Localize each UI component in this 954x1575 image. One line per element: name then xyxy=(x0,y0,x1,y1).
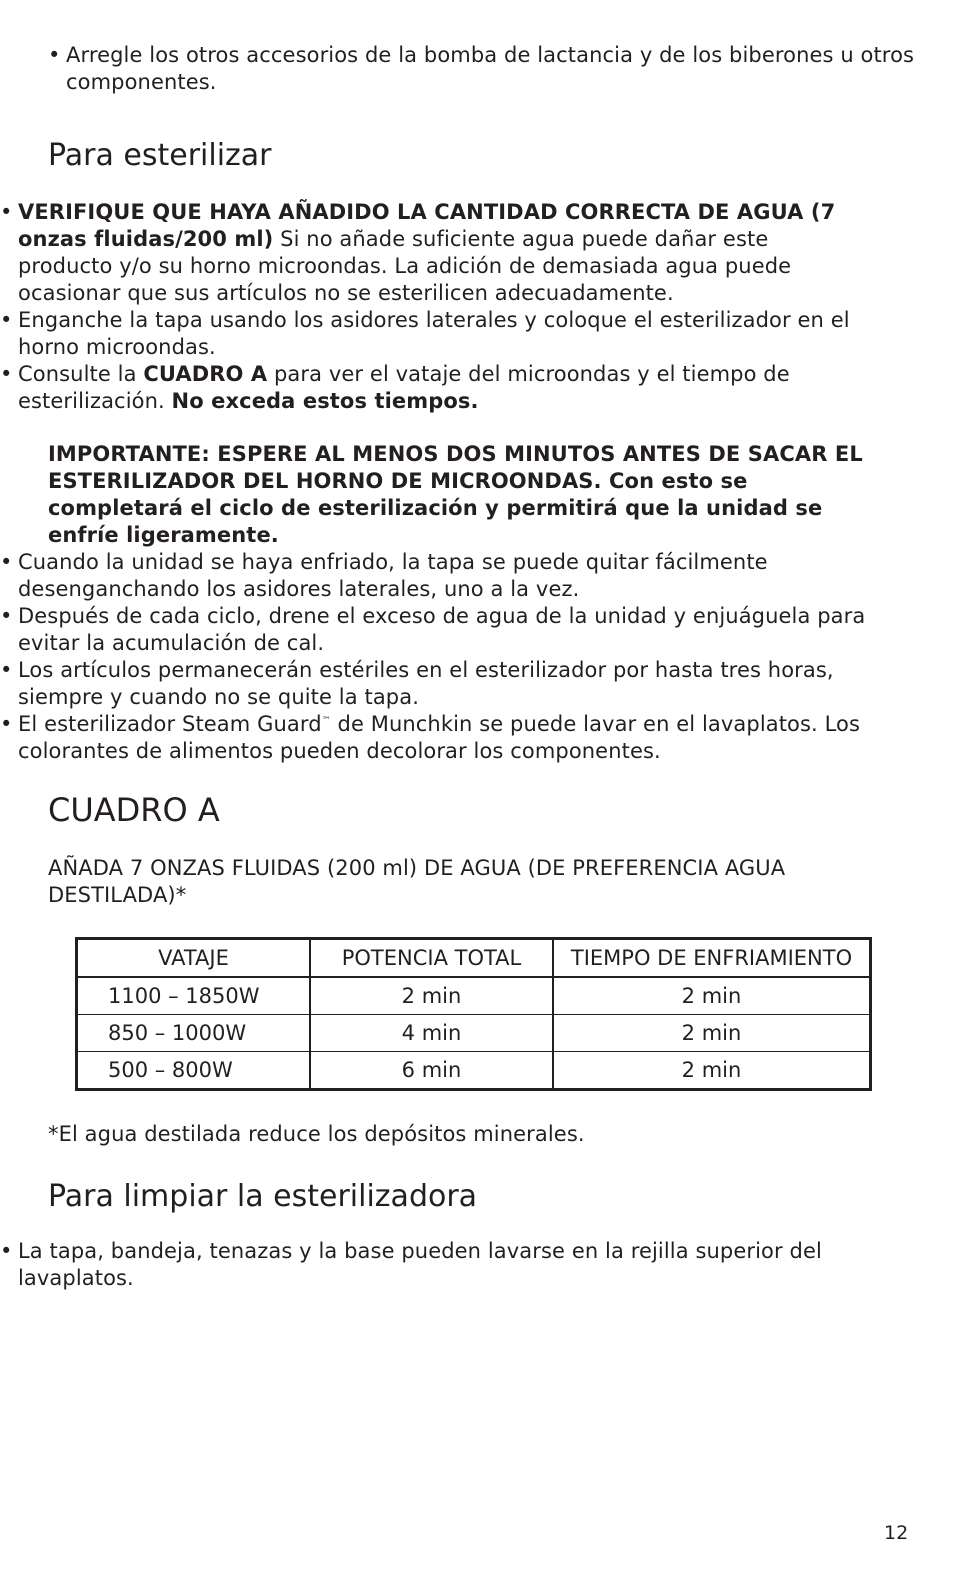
water-warning-text: Si no añade suficiente agua puede dañar este producto y/o su horno microondas. La adición de demasiada agua puede ocasionar que sus artículos no se esterilicen adecuadamente. xyxy=(18,227,792,305)
bullet-3-text-b: para ver el vataje del microondas y el tiempo de esterilización. xyxy=(18,362,790,413)
sterilize-bullet-5: • Después de cada ciclo, drene el exceso de agua de la unidad y enjuáguela para evitar la acumulación de cal. xyxy=(0,603,868,657)
sterilize-bullet-6: • Los artículos permanecerán estériles en el esterilizador por hasta tres horas, siempre y cuando no se quite la tapa. xyxy=(0,657,868,711)
intro-bullet: • Arregle los otros accesorios de la bomba de lactancia y de los biberones u otros componentes. xyxy=(48,42,916,96)
page-number: 12 xyxy=(884,1522,909,1544)
col-header-total-power: POTENCIA TOTAL xyxy=(310,939,553,978)
do-not-exceed-warning: No exceda estos tiempos. xyxy=(171,389,479,413)
table-header-row xyxy=(77,939,871,978)
cell-cooling-time: 2 min xyxy=(553,1015,871,1052)
cell-total-power: 2 min xyxy=(310,977,553,1015)
sterilize-bullet-1 xyxy=(0,199,868,307)
table-row xyxy=(77,977,871,1015)
section-heading-sterilize: Para esterilizar xyxy=(48,138,272,173)
cell-total-power: 4 min xyxy=(310,1015,553,1052)
col-header-cooling-time: TIEMPO DE ENFRIAMIENTO xyxy=(553,939,871,978)
table-footnote: *El agua destilada reduce los depósitos minerales. xyxy=(48,1122,585,1146)
clean-list xyxy=(0,1238,868,1292)
cell-cooling-time: 2 min xyxy=(553,1052,871,1090)
chart-a-heading: CUADRO A xyxy=(48,791,220,829)
table-row xyxy=(77,1052,871,1090)
section-heading-clean: Para limpiar la esterilizadora xyxy=(48,1179,478,1214)
sterilize-bullet-4: • Cuando la unidad se haya enfriado, la tapa se puede quitar fácilmente desenganchando los asidores laterales, uno a la vez. xyxy=(0,549,868,603)
col-header-wattage: VATAJE xyxy=(77,939,311,978)
intro-section xyxy=(0,42,916,96)
cell-wattage: 850 – 1000W xyxy=(77,1015,311,1052)
table-row xyxy=(77,1015,871,1052)
after-cycle-list xyxy=(0,549,868,765)
important-notice: IMPORTANTE: ESPERE AL MENOS DOS MINUTOS ANTES DE SACAR EL ESTERILIZADOR DEL HORNO DE MICROONDAS. Con esto se completará el ciclo de esterilización y permitirá que la unidad se enfríe ligeramente. xyxy=(48,442,863,547)
water-warning-bold: VERIFIQUE QUE HAYA AÑADIDO LA CANTIDAD CORRECTA DE AGUA (7 onzas fluidas/200 ml) xyxy=(18,200,836,251)
bullet-7-text-a: El esterilizador Steam Guard xyxy=(18,712,322,736)
trademark-symbol: ™ xyxy=(321,716,331,726)
sterilize-bullet-7 xyxy=(0,711,868,765)
cell-wattage: 1100 – 1850W xyxy=(77,977,311,1015)
bullet-3-text-a: Consulte la xyxy=(18,362,144,386)
chart-a-intro: AÑADA 7 ONZAS FLUIDAS (200 ml) DE AGUA (DE PREFERENCIA AGUA DESTILADA)* xyxy=(48,856,786,907)
cell-cooling-time: 2 min xyxy=(553,977,871,1015)
cell-total-power: 6 min xyxy=(310,1052,553,1090)
sterilize-bullet-2: • Enganche la tapa usando los asidores laterales y coloque el esterilizador en el horno microondas. xyxy=(0,307,868,361)
cell-wattage: 500 – 800W xyxy=(77,1052,311,1090)
bullet-7-text-b: de Munchkin se puede lavar en el lavaplatos. Los colorantes de alimentos pueden decolorar los componentes. xyxy=(18,712,861,763)
sterilize-bullet-3 xyxy=(0,361,868,415)
wattage-table xyxy=(75,937,872,1091)
sterilize-list xyxy=(0,199,868,415)
chart-a-reference: CUADRO A xyxy=(143,362,268,386)
clean-bullet-1: • La tapa, bandeja, tenazas y la base pueden lavarse en la rejilla superior del lavaplatos. xyxy=(0,1238,868,1292)
